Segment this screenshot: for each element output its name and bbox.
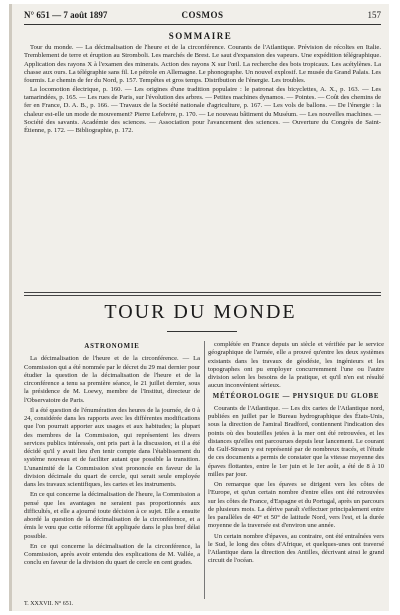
divider: [24, 295, 381, 296]
section-heading-astronomie: ASTRONOMIE: [84, 343, 140, 350]
column-rule: [204, 341, 205, 599]
left-column: [24, 341, 200, 601]
article-paragraph: La décimalisation de l'heure et de la circonférence. — La Commission qui a été nommée par le décret du 29 mai dernier pour étudier la question de la décimalisation de l'heure et de la circonférence a tenu sa première séance, le 21 juillet dernier, sous la présidence de M. Loewy, membre de l'Institut, directeur de l'Observatoire de Paris.: [24, 355, 200, 404]
section-title: TOUR DU MONDE: [104, 301, 297, 323]
page-footer: T. XXXVII. N° 651.: [24, 601, 74, 607]
summary-title: SOMMAIRE: [168, 31, 233, 41]
article-paragraph: En ce qui concerne la décimalisation de la circonférence, la Commission, après avoir entendu des explications de M. Vallée, a conclu en faveur de la division du quart de cercle en cent grades.: [24, 542, 200, 567]
article-paragraph: complétée en France depuis un siècle et vérifiée par le service géographique de l'armée, elle a prouvé qu'entre les deux systèmes existants dans les travaux de géodésie, les ingénieurs et les topographes ont pu employer concurremment l'une ou l'autre division selon les besoins de la pratique, et qu'il n'en est résulté aucun inconvénient sérieux.: [208, 341, 384, 390]
summary-block: [24, 44, 381, 284]
title-underline: [167, 331, 237, 332]
article-paragraph: En ce qui concerne la décimalisation de l'heure, la Commission a pensé que les avantages ne seraient pas proportionnés aux difficultés, et elle a ajourné toute décision à ce sujet. Elle a ensuite abordé la question de la décimalisation de la circonférence, et a émis le vœu que cette réforme fût appliquée dans le plus bref délai possible.: [24, 491, 200, 540]
divider: [24, 292, 381, 293]
article-paragraph: Il a été question de l'énumération des heures de la journée, de 0 à 24, considérée dans les rapports avec les différentes modifications que l'on pourrait apporter aux usages et aux habitudes; la plupart des membres de la Commission, qui représentent les divers services publics intéressés, ont pris part à la discussion, et il a été décidé qu'il y avait lieu d'en tenir compte dans l'établissement du système nouveau et de faciliter autant que possible la transition. L'unanimité de la Commission s'est prononcée en faveur de la division décimale du quart de cercle, qui serait seule employée dans les travaux scientifiques, les cartes et les instruments.: [24, 406, 200, 488]
article-paragraph: Un certain nombre d'épaves, au contraire, ont été entraînées vers le Sud, le long des côtes d'Afrique, et quelques-unes ont traversé l'Atlantique dans la direction des Antilles, décrivant ainsi le grand circuit de l'océan.: [208, 532, 384, 565]
article-paragraph: On remarque que les épaves se dirigent vers les côtes de l'Europe, et qu'un certain nombre d'entre elles ont été retrouvées sur les côtes de France, d'Espagne et du Portugal, après un parcours de plusieurs mois. La dérive paraît s'effectuer principalement entre les parallèles de 40° et 50° de latitude Nord, vers l'est, et la durée moyenne de la traversée est d'environ une année.: [208, 481, 384, 530]
summary-paragraph: Tour du monde. — La décimalisation de l'heure et de la circonférence. Courants de l'Atlantique. Prévision de récoltes en Italie. Tremblement de terre et éruption au Stromboli. Les marchés de Brest. Le saut d'expansion des vapeurs. Une expédition télégraphique. Application des rayons X à l'examen des minerais. Action des rayons X sur l'œil. La recherche des bois tropicaux. Les acétylènes. La chasse aux ours. La télégraphie sans fil. Le pétrole en Allemagne. Le phonographe. Un nouvel explosif. Le musée du Grand Palais. Les fourmis. Le chemin de fer du Nord, p. 157. Tempêtes et gros temps. Distribution de l'énergie. Les troubles.: [24, 44, 381, 85]
page-header: [24, 8, 381, 25]
journal-page: [9, 4, 389, 611]
article-paragraph: Courants de l'Atlantique. — Les dix cartes de l'Atlantique nord, publiées en juillet par le Bureau hydrographique des États-Unis, sous la direction de l'amiral Bradford, contiennent l'indication des points où des bouteilles jetées à la mer ont été retrouvées, et les distances qu'elles ont parcourues depuis leur lancement. Le courant du Gulf-Stream y est représenté par de nombreux tracés, et l'étude de ces documents a permis de constater que la vitesse moyenne des épaves flottantes, entre le 1er juin et le 1er août, a été de 8 à 10 milles par jour.: [208, 404, 384, 478]
summary-paragraph: La locomotion électrique, p. 160. — Les origines d'une tradition populaire : le patronat des bicyclettes, A. X., p. 163. — Les tamarindées, p. 165. — Les rues de Paris, sur l'évolution des arbres. — Petites machines dynamos. — Pointes. — Coût des chemins de fer en France, D. A. B., p. 166. — Travaux de la Société nationale d'agriculture, p. 167. — Les vols de ballons. — De l'énergie : la chaleur est-elle un mode de mouvement? Pierre Lefebvre, p. 170. — Le nouveau bâtiment du Muséum. — Les nouvelles machines. — Société des savants. Académie des sciences. — Association pour l'avancement des sciences. — Ouverture du Congrès de Saint-Étienne, p. 172. — Bibliographie, p. 172.: [24, 85, 381, 135]
journal-name: COSMOS: [181, 10, 224, 20]
section-heading-meteorologie: MÉTÉOROLOGIE — PHYSIQUE DU GLOBE: [212, 392, 380, 400]
issue-number: N° 651 — 7 août 1897: [24, 10, 108, 20]
page-number: 157: [367, 10, 381, 20]
right-column: [208, 341, 384, 601]
